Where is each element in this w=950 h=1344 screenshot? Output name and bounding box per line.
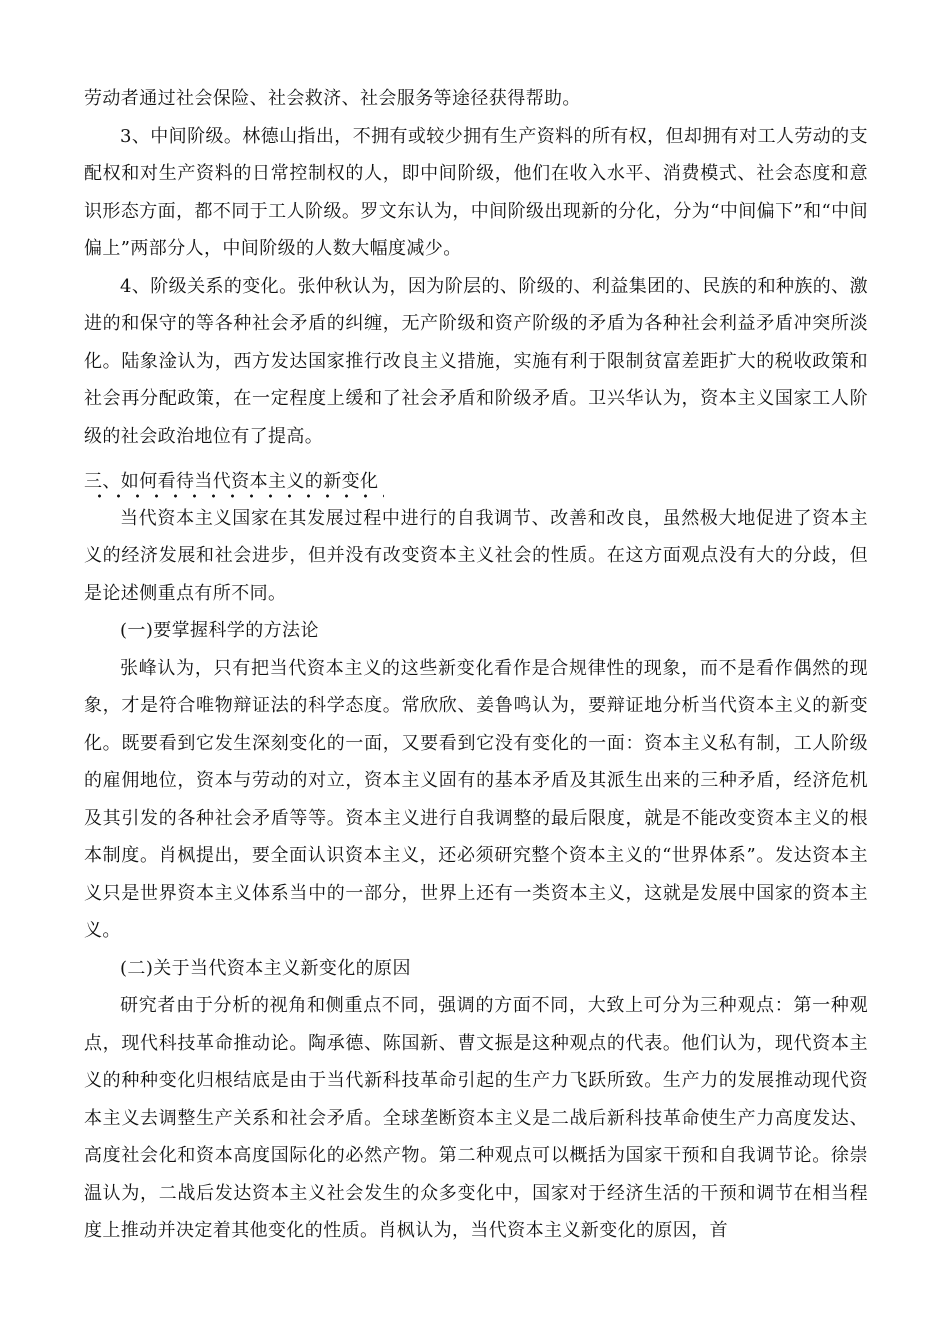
- subsection-2-title: (二)关于当代资本主义新变化的原因: [120, 957, 411, 979]
- section-3-title: 三、如何看待当代资本主义的新变化: [84, 471, 379, 492]
- section-3-heading: [84, 463, 868, 500]
- paragraph-middle-class: 3、中间阶级。林德山指出，不拥有或较少拥有生产资料的所有权，但却拥有对工人劳动的支配权和对生产资料的日常控制权的人，即中间阶级，他们在收入水平、消费模式、社会态度和意识形态方面，都不同于工人阶级。罗文东认为，中间阶级出现新的分化，分为“中间偏下”和“中间偏上”两部分人，中间阶级的人数大幅度减少。: [84, 125, 868, 259]
- paragraph-social-assistance: 劳动者通过社会保险、社会救济、社会服务等途径获得帮助。: [84, 88, 581, 109]
- paragraph-causes: 研究者由于分析的视角和侧重点不同，强调的方面不同，大致上可分为三种观点：第一种观点，现代科技革命推动论。陶承德、陈国新、曹文振是这种观点的代表。他们认为，现代资本主义的种种变化归根结底是由于当代新科技革命引起的生产力飞跃所致。生产力的发展推动现代资本主义去调整生产关系和社会矛盾。全球垄断资本主义是二战后新科技革命使生产力高度发达、高度社会化和资本高度国际化的必然产物。第二种观点可以概括为国家干预和自我调节论。徐崇温认为，二战后发达资本主义社会发生的众多变化中，国家对于经济生活的干预和调节在相当程度上推动并决定着其他变化的性质。肖枫认为，当代资本主义新变化的原因，首: [84, 995, 868, 1241]
- document-page: [84, 80, 868, 1250]
- subsection-1-title: (一)要掌握科学的方法论: [120, 620, 319, 641]
- paragraph-class-relations: 4、阶级关系的变化。张仲秋认为，因为阶层的、阶级的、利益集团的、民族的和种族的、激进的和保守的等各种社会矛盾的纠缠，无产阶级和资产阶级的矛盾为各种社会利益矛盾冲突所淡化。陆象淦认为，西方发达国家推行改良主义措施，实施有利于限制贫富差距扩大的税收政策和社会再分配政策，在一定程度上缓和了社会矛盾和阶级矛盾。卫兴华认为，资本主义国家工人阶级的社会政治地位有了提高。: [84, 275, 868, 447]
- paragraph-methodology: 张峰认为，只有把当代资本主义的这些新变化看作是合规律性的现象，而不是看作偶然的现象，才是符合唯物辩证法的科学态度。常欣欣、姜鲁鸣认为，要辩证地分析当代资本主义的新变化。既要看到它发生深刻变化的一面，又要看到它没有变化的一面：资本主义私有制，工人阶级的雇佣地位，资本与劳动的对立，资本主义固有的基本矛盾及其派生出来的三种矛盾，经济危机及其引发的各种社会矛盾等等。资本主义进行自我调整的最后限度，就是不能改变资本主义的根本制度。肖枫提出，要全面认识资本主义，还必须研究整个资本主义的“世界体系”。发达资本主义只是世界资本主义体系当中的一部分，世界上还有一类资本主义，这就是发展中国家的资本主义。: [84, 657, 868, 941]
- paragraph-section-3-intro: 当代资本主义国家在其发展过程中进行的自我调节、改善和改良，虽然极大地促进了资本主义的经济发展和社会进步，但并没有改变资本主义社会的性质。在这方面观点没有大的分歧，但是论述侧重点有所不同。: [84, 507, 868, 604]
